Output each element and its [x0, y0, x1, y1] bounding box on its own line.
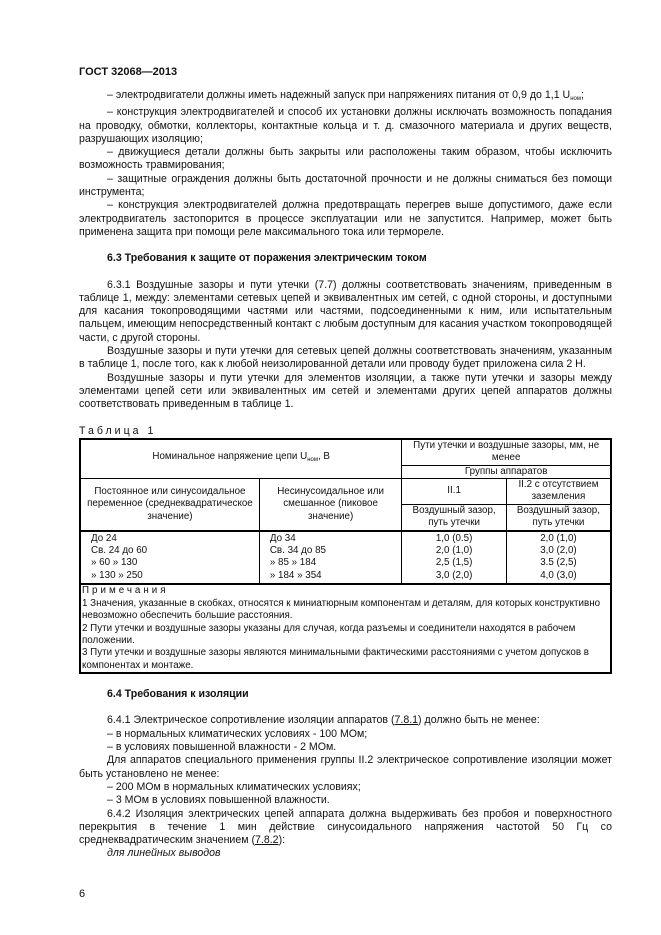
header-group-2: II.2 с отсутствием заземления	[506, 479, 611, 505]
table-header-row	[80, 479, 611, 505]
list-item: – конструкция электродвигателей и способ их установки должны исключать возможность попадания на проводку, обмотки, коллекторы, контактные кольца и т. д. смазочного материала и других веществ, разрушающих изоляцию;	[79, 106, 612, 145]
reference-link-7-8-1[interactable]: 7.8.1	[394, 714, 419, 727]
header-groups: Группы аппаратов	[402, 465, 611, 478]
header-voltage: Номинальное напряжение цепи $U_{ном}$, В	[80, 439, 402, 479]
table-row	[80, 531, 611, 585]
section-heading-6-4: 6.4 Требования к изоляции	[107, 688, 249, 701]
list-item: – движущиеся детали должны быть закрыты или расположены таким образом, чтобы исключить возможность травмирования;	[79, 146, 612, 172]
reference-link-7-8-2[interactable]: 7.8.2	[255, 834, 279, 847]
header-paths: Пути утечки и воздушные зазоры, мм, не менее	[402, 439, 611, 465]
page-number: 6	[79, 888, 86, 900]
section-heading-6-3: 6.3 Требования к защите от поражения электрическим током	[107, 252, 427, 265]
list-item: – конструкция электродвигателей должна предотвращать перегрев выше допустимого, даже если электродвигатель застопорится в процессе эксплуатации или не запустится. Например, может быть применена защита при помощи реле максимального тока или термореле.	[79, 199, 612, 238]
list-item: – 200 МОм в нормальных климатических условиях;	[107, 780, 361, 793]
paragraph: Для аппаратов специального применения группы II.2 электрическое сопротивление изоляции может быть установлено не менее:	[79, 754, 612, 780]
paragraph: Воздушные зазоры и пути утечки для сетевых цепей должны соответствовать значениям, указанным в таблице 1, после того, как к любой неизолированной детали или проводу будет приложена сила 2 Н.	[79, 345, 612, 371]
list-item: – в нормальных климатических условиях - 100 МОм;	[107, 727, 368, 740]
cell-group-1: 1,0 (0.5) 2,0 (1,0) 2,5 (1,5) 3,0 (2,0)	[402, 531, 507, 585]
table-notes	[80, 584, 611, 673]
note: 1 Значения, указанные в скобках, относятся к миниатюрным компонентам и деталям, для которых конструктивно невозможно обеспечить большие расстояния.	[82, 597, 601, 622]
paragraph: 6.3.1 Воздушные зазоры и пути утечки (7.7) должны соответствовать значениям, приведенным в таблице 1, между: элементами сетевых цепей и эквивалентных им сетей, с одной стороны, и доступными для касания токопроводящими частями или частями, подсоединенными к ним, или испытательным пальцем, имеющим непосредственный контакт с любым доступным для касания участком токопроводящей части, с другой стороны.	[79, 278, 612, 344]
table-caption: Таблица 1	[79, 424, 157, 437]
page-body	[79, 89, 612, 861]
header-nonsine: Несинусоидальное или смешанное (пиковое значение)	[259, 479, 402, 531]
table-1	[79, 438, 612, 674]
list-item: – 3 МОм в условиях повышенной влажности.	[107, 794, 330, 807]
list-item: – электродвигатели должны иметь надежный запуск при напряжениях питания от 0,9 до 1,1 $U_{ном}$;	[107, 89, 584, 102]
list-item: – в условиях повышенной влажности - 2 МОм.	[107, 741, 337, 754]
note: 3 Пути утечки и воздушные зазоры являются минимальными фактическими расстояниями с учетом допусков в компонентах и монтаже.	[82, 647, 589, 671]
table-notes-row	[80, 584, 611, 673]
table-header-row	[80, 439, 611, 465]
note: 2 Пути утечки и воздушные зазоры указаны для случая, когда разъемы и соединители находятся в рабочем положении.	[82, 622, 576, 646]
notes-title: Примечания	[82, 585, 169, 597]
list-item: – защитные ограждения должны быть достаточной прочности и не должны сниматься без помощи инструмента;	[79, 172, 612, 199]
paragraph: 6.4.1 Электрическое сопротивление изоляции аппаратов (7.8.1) должно быть не менее:	[107, 714, 540, 727]
header-group-1: II.1	[402, 479, 507, 505]
cell-nonsine: До 34 Св. 34 до 85 » 85 » 184 » 184 » 354	[259, 531, 402, 585]
header-sine: Постоянное или синусоидальное переменное (среднеквадратическое значение)	[80, 479, 259, 531]
paragraph: Воздушные зазоры и пути утечки для элементов изоляции, а также пути утечки и зазоры между элементами цепей сети или эквивалентных им сетей и элементами других цепей аппаратов должны соответствовать приведенным в таблице 1.	[79, 371, 612, 411]
cell-sine: До 24 Св. 24 до 60 » 60 » 130 » 130 » 250	[80, 531, 259, 585]
cell-group-2: 2,0 (1,0) 3,0 (2,0) 3.5 (2,5) 4,0 (3,0)	[506, 531, 611, 585]
header-group-1-sub: Воздушный зазор, путь утечки	[402, 504, 507, 530]
paragraph: 6.4.2 Изоляция электрических цепей аппарата должна выдерживать без пробоя и поверхностного перекрытия в течение 1 мин действие синусоидального напряжения частотой 50 Гц со среднеквадратическим значением (7.8.2):	[79, 807, 612, 847]
header-group-2-sub: Воздушный зазор, путь утечки	[506, 504, 611, 530]
document-header: ГОСТ 32068—2013	[79, 66, 178, 78]
italic-subheading: для линейных выводов	[107, 847, 221, 860]
